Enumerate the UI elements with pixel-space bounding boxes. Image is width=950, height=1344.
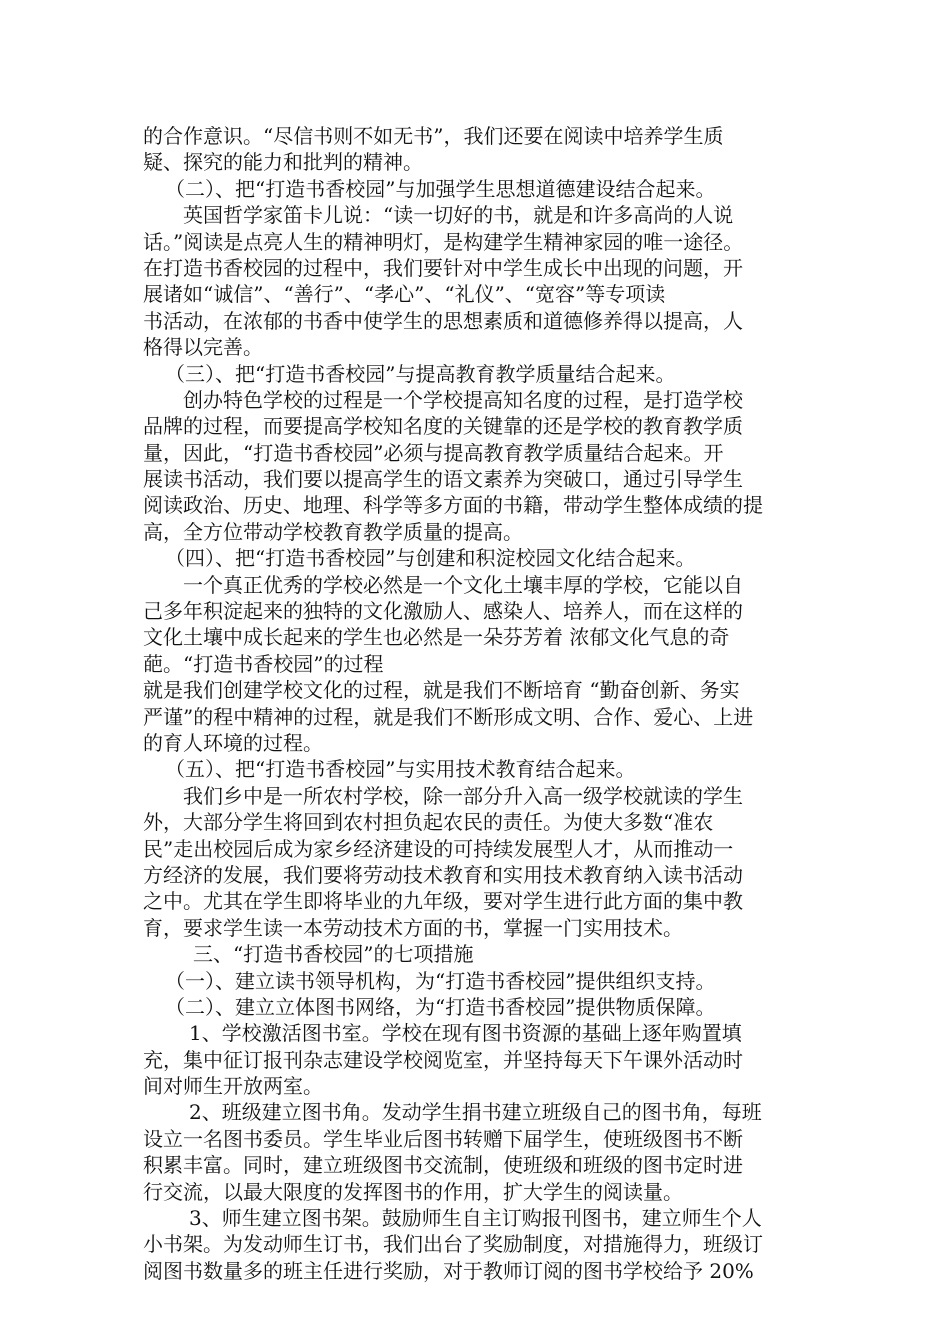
text-line: 之中。尤其在学生即将毕业的九年级，要对学生进行此方面的集中教 [143,889,743,914]
text-line: 间对师生开放两室。 [143,1074,323,1099]
text-line: 小书架。为发动师生订书，我们出台了奖励制度，对措施得力，班级订 [143,1232,763,1257]
text-line: 在打造书香校园的过程中，我们要针对中学生成长中出现的问题，开 [143,255,743,280]
text-line: 方经济的发展，我们要将劳动技术教育和实用技术教育纳入读书活动 [143,862,743,887]
text-line: 高，全方位带动学校教育教学质量的提高。 [143,519,523,544]
text-line: 外，大部分学生将回到农村担负起农民的责任。为使大多数“准农 [143,810,714,835]
text-line: 3、师生建立图书架。鼓励师生自主订购报刊图书，建立师生个人 [189,1206,762,1231]
text-line: （二）、建立立体图书网络，为“打造书香校园”提供物质保障。 [165,994,716,1019]
text-line: （四）、把“打造书香校园”与创建和积淀校园文化结合起来。 [165,546,696,571]
text-line: 行交流，以最大限度的发挥图书的作用，扩大学生的阅读量。 [143,1179,683,1204]
text-line: 三、“打造书香校园”的七项措施 [193,942,474,967]
text-line: 就是我们创建学校文化的过程，就是我们不断培育 “勤奋创新、务实 [143,678,740,703]
text-line: 积累丰富。同时，建立班级图书交流制，使班级和班级的图书定时进 [143,1153,743,1178]
text-line: 展诸如“诚信”、“善行”、“孝心”、“礼仪”、“宽容”等专项读 [143,282,666,307]
text-line: 话。”阅读是点亮人生的精神明灯，是构建学生精神家园的唯一途径。 [143,229,744,254]
text-line: 的合作意识。“尽信书则不如无书”，我们还要在阅读中培养学生质 [143,124,724,148]
text-line: 阅读政治、历史、地理、科学等多方面的书籍，带动学生整体成绩的提 [143,493,763,518]
document-body-text [143,123,823,1284]
text-line: 品牌的过程，而要提高学校知名度的关键靠的还是学校的教育教学质 [143,414,743,439]
text-line: 疑、探究的能力和批判的精神。 [143,150,423,175]
text-line: （三）、把“打造书香校园”与提高教育教学质量结合起来。 [165,361,676,386]
text-line: 育，要求学生读一本劳动技术方面的书，掌握一门实用技术。 [143,915,683,940]
text-line: 1、学校激活图书室。学校在现有图书资源的基础上逐年购置填 [189,1021,742,1046]
text-line: 书活动，在浓郁的书香中使学生的思想素质和道德修养得以提高，人 [143,308,743,333]
text-line: 民”走出校园后成为家乡经济建设的可持续发展型人才，从而推动一 [143,836,734,861]
text-line: 我们乡中是一所农村学校，除一部分升入高一级学校就读的学生 [183,783,743,808]
text-line: 创办特色学校的过程是一个学校提高知名度的过程，是打造学校 [183,387,743,412]
text-line: （二）、把“打造书香校园”与加强学生思想道德建设结合起来。 [165,176,716,201]
text-line: 的育人环境的过程。 [143,730,323,755]
text-line: 展读书活动，我们要以提高学生的语文素养为突破口，通过引导学生 [143,467,743,492]
text-line: 2、班级建立图书角。发动学生捐书建立班级自己的图书角，每班 [189,1100,762,1125]
text-line: 严谨”的程中精神的过程，就是我们不断形成文明、合作、爱心、上进 [143,704,754,729]
text-line: 文化土壤中成长起来的学生也必然是一朵芬芳着 浓郁文化气息的奇 [143,625,730,650]
text-line: 葩。“打造书香校园”的过程 [143,651,384,676]
text-line: 量，因此，“打造书香校园”必须与提高教育教学质量结合起来。开 [143,440,724,465]
text-line: 设立一名图书委员。学生毕业后图书转赠下届学生，使班级图书不断 [143,1126,743,1151]
text-line: 阅图书数量多的班主任进行奖励，对于教师订阅的图书学校给予 20% [143,1258,754,1283]
text-line: 充，集中征订报刊杂志建设学校阅览室，并坚持每天下午课外活动时 [143,1047,743,1072]
text-line: 一个真正优秀的学校必然是一个文化土壤丰厚的学校，它能以自 [183,572,743,597]
text-line: （五）、把“打造书香校园”与实用技术教育结合起来。 [165,757,636,782]
text-line: 格得以完善。 [143,335,263,360]
text-line: 己多年积淀起来的独特的文化激励人、感染人、培养人，而在这样的 [143,599,743,624]
text-line: （一）、建立读书领导机构，为“打造书香校园”提供组织支持。 [165,968,716,993]
text-line: 英国哲学家笛卡儿说：“读一切好的书，就是和许多高尚的人说 [183,203,734,228]
